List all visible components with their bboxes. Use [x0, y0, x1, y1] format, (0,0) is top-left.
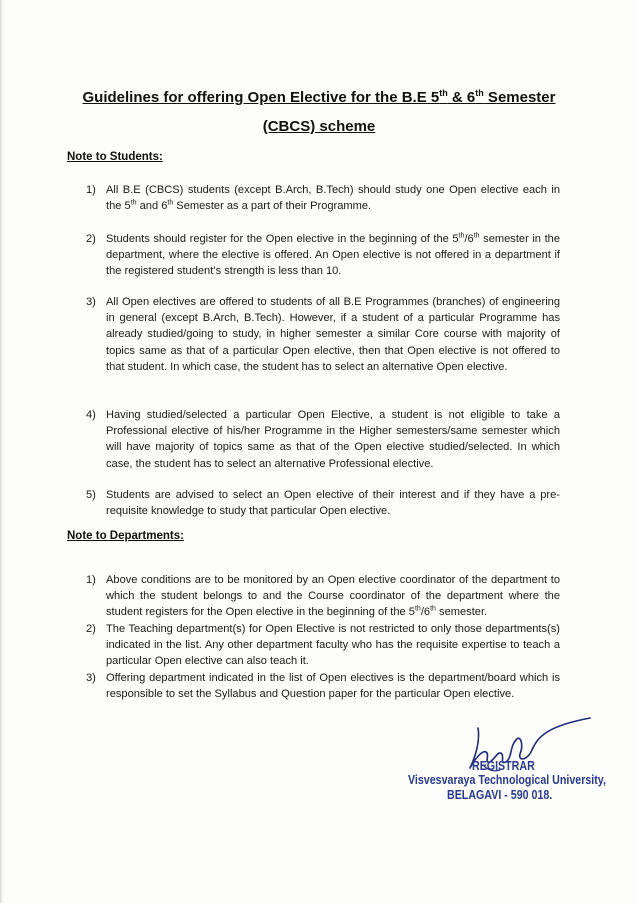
- item-number: 2): [86, 623, 96, 635]
- item-text: Students are advised to select an Open elective of their interest and if they have a pre-requisite knowledge to study that particular Open elective.: [106, 489, 560, 518]
- item-number: 4): [86, 409, 96, 421]
- department-note-item: [86, 572, 560, 621]
- item-number: 2): [86, 233, 96, 245]
- seal-institution: Visvesvaraya Technological University,: [408, 772, 606, 787]
- item-text: The Teaching department(s) for Open Elective is not restricted to only those departments(s) indicated in the list. Any other department faculty who has the requisite expertise to teach a particular Open elective can also teach it.: [106, 623, 560, 668]
- title-text: & 6: [447, 89, 476, 106]
- seal-title: REGISTRAR: [472, 758, 535, 773]
- student-note-item: [86, 182, 560, 214]
- item-number: 1): [86, 574, 96, 586]
- item-text: All B.E (CBCS) students (except B.Arch, B.Tech) should study one Open elective each in the 5th and 6th Semester as a part of their Programme.: [106, 184, 560, 213]
- students-section-heading: Note to Students:: [67, 151, 163, 163]
- item-text: All Open electives are offered to students of all B.E Programmes (branches) of engineering in general (except B.Arch, B.Tech). However, if a student of a particular Programme has already studied/going to study, in higher semester a similar Core course with majority of topics same as that of a particular Open elective, then that Open elective is not offered to that student. In which case, the student has to select an alternative Open elective.: [106, 296, 560, 373]
- student-note-item: [86, 231, 560, 280]
- signature-block: [400, 700, 610, 830]
- item-text: Offering department indicated in the list of Open electives is the department/board which is responsible to set the Syllabus and Question paper for the particular Open elective.: [106, 672, 560, 701]
- student-note-item: [86, 487, 560, 519]
- student-note-item: [86, 294, 560, 375]
- title-superscript: th: [475, 88, 484, 98]
- document-subtitle: (CBCS) scheme: [262, 118, 376, 135]
- title-text: Semester: [483, 89, 556, 106]
- departments-section-heading: Note to Departments:: [67, 530, 184, 542]
- title-text: Guidelines for offering Open Elective for the B.E 5: [82, 89, 440, 106]
- student-note-item: [86, 407, 560, 472]
- item-number: 1): [86, 184, 96, 196]
- item-text: Above conditions are to be monitored by an Open elective coordinator of the department to which the student belongs to and the Course coordinator of the department where the student registers for the Open elective in the beginning of the 5th/6th semester.: [106, 574, 560, 619]
- item-text: Students should register for the Open elective in the beginning of the 5th/6th semester in the department, where the elective is offered. An Open elective is not offered in a department if the registered student’s strength is less than 10.: [106, 232, 560, 278]
- title-superscript: th: [439, 88, 448, 98]
- department-note-item: [86, 621, 560, 670]
- page-edge-shadow: [0, 0, 3, 903]
- item-number: 3): [86, 296, 96, 308]
- seal-address: BELAGAVI - 590 018.: [447, 787, 553, 802]
- item-number: 5): [86, 489, 96, 501]
- document-title: [0, 88, 638, 106]
- department-note-item: [86, 670, 560, 702]
- item-text: Having studied/selected a particular Open Elective, a student is not eligible to take a Professional elective of his/her Programme in the Higher semesters/same semester which will have majority of topics same as that of the Open elective studied/selected. In which case, the student has to select an alternative Professional elective.: [106, 409, 560, 470]
- item-number: 3): [86, 672, 96, 684]
